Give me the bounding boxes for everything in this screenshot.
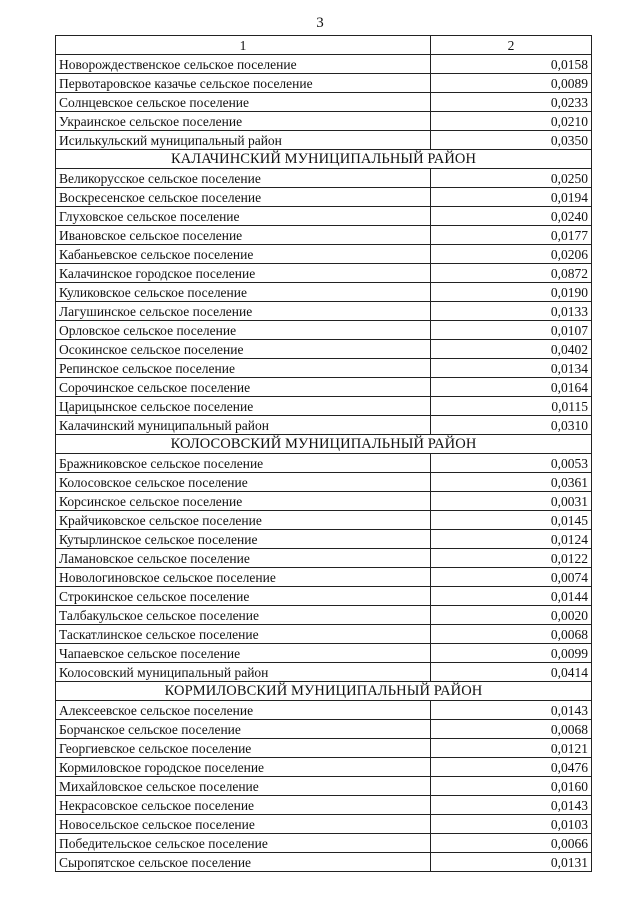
settlement-name-cell: Ивановское сельское поселение [56, 226, 431, 245]
page-number: 3 [316, 15, 324, 31]
table-row [56, 378, 592, 397]
settlement-name-cell: Крайчиковское сельское поселение [56, 511, 431, 530]
settlement-name-cell: Строкинское сельское поселение [56, 587, 431, 606]
table-row [56, 226, 592, 245]
settlement-name-cell: Колосовское сельское поселение [56, 473, 431, 492]
coefficient-value-cell: 0,0160 [431, 777, 592, 796]
table-row [56, 701, 592, 720]
table-row [56, 777, 592, 796]
settlement-name-cell: Калачинский муниципальный район [56, 416, 431, 435]
table-row [56, 283, 592, 302]
table-row [56, 853, 592, 872]
settlement-name-cell: Корсинское сельское поселение [56, 492, 431, 511]
settlement-name-cell: Репинское сельское поселение [56, 359, 431, 378]
settlement-name-cell: Новорождественское сельское поселение [56, 55, 431, 74]
coefficient-value-cell: 0,0414 [431, 663, 592, 682]
table-row [56, 834, 592, 853]
settlement-name-cell: Калачинское городское поселение [56, 264, 431, 283]
settlement-name-cell: Исилькульский муниципальный район [56, 131, 431, 150]
table-row [56, 815, 592, 834]
settlement-name-cell: Великорусское сельское поселение [56, 169, 431, 188]
coefficient-value-cell: 0,0107 [431, 321, 592, 340]
settlement-name-cell: Михайловское сельское поселение [56, 777, 431, 796]
coefficient-value-cell: 0,0068 [431, 720, 592, 739]
table-row [56, 549, 592, 568]
table-row [56, 93, 592, 112]
table-row [56, 758, 592, 777]
coefficient-value-cell: 0,0144 [431, 587, 592, 606]
table-row [56, 416, 592, 435]
settlement-name-cell: Таскатлинское сельское поселение [56, 625, 431, 644]
coefficient-value-cell: 0,0066 [431, 834, 592, 853]
coefficient-value-cell: 0,0121 [431, 739, 592, 758]
settlement-name-cell: Талбакульское сельское поселение [56, 606, 431, 625]
table-row [56, 359, 592, 378]
coefficient-value-cell: 0,0190 [431, 283, 592, 302]
column-header-1: 1 [56, 36, 431, 55]
document-table [55, 35, 592, 872]
settlement-name-cell: Некрасовское сельское поселение [56, 796, 431, 815]
column-header-2: 2 [431, 36, 592, 55]
table-row [56, 321, 592, 340]
settlement-name-cell: Новологиновское сельское поселение [56, 568, 431, 587]
coefficient-value-cell: 0,0134 [431, 359, 592, 378]
coefficient-value-cell: 0,0068 [431, 625, 592, 644]
table-row [56, 739, 592, 758]
table-row [56, 663, 592, 682]
table-row [56, 511, 592, 530]
settlement-name-cell: Победительское сельское поселение [56, 834, 431, 853]
coefficient-value-cell: 0,0350 [431, 131, 592, 150]
section-header-row [56, 435, 592, 454]
table-row [56, 245, 592, 264]
settlement-name-cell: Новосельское сельское поселение [56, 815, 431, 834]
table-row [56, 587, 592, 606]
settlement-name-cell: Украинское сельское поселение [56, 112, 431, 131]
settlement-name-cell: Ламановское сельское поселение [56, 549, 431, 568]
section-header-row [56, 150, 592, 169]
table-row [56, 625, 592, 644]
settlement-name-cell: Кормиловское городское поселение [56, 758, 431, 777]
table-row [56, 188, 592, 207]
coefficient-value-cell: 0,0115 [431, 397, 592, 416]
coefficient-value-cell: 0,0122 [431, 549, 592, 568]
table-row [56, 606, 592, 625]
table-row [56, 169, 592, 188]
table-row [56, 473, 592, 492]
settlement-name-cell: Бражниковское сельское поселение [56, 454, 431, 473]
coefficient-value-cell: 0,0143 [431, 796, 592, 815]
coefficient-value-cell: 0,0089 [431, 74, 592, 93]
coefficient-value-cell: 0,0099 [431, 644, 592, 663]
section-title: КАЛАЧИНСКИЙ МУНИЦИПАЛЬНЫЙ РАЙОН [56, 150, 592, 169]
section-header-row [56, 682, 592, 701]
table-row [56, 55, 592, 74]
coefficient-value-cell: 0,0210 [431, 112, 592, 131]
settlement-name-cell: Солнцевское сельское поселение [56, 93, 431, 112]
coefficient-value-cell: 0,0250 [431, 169, 592, 188]
settlement-name-cell: Кабаньевское сельское поселение [56, 245, 431, 264]
coefficient-value-cell: 0,0020 [431, 606, 592, 625]
table-header-row [56, 36, 592, 55]
settlement-name-cell: Первотаровское казачье сельское поселение [56, 74, 431, 93]
coefficient-value-cell: 0,0031 [431, 492, 592, 511]
table-row [56, 492, 592, 511]
table-row [56, 302, 592, 321]
coefficient-value-cell: 0,0310 [431, 416, 592, 435]
settlement-name-cell: Георгиевское сельское поселение [56, 739, 431, 758]
coefficient-value-cell: 0,0074 [431, 568, 592, 587]
coefficient-value-cell: 0,0194 [431, 188, 592, 207]
table-row [56, 397, 592, 416]
settlement-name-cell: Орловское сельское поселение [56, 321, 431, 340]
table-row [56, 644, 592, 663]
coefficient-value-cell: 0,0145 [431, 511, 592, 530]
table-row [56, 720, 592, 739]
settlement-name-cell: Сыропятское сельское поселение [56, 853, 431, 872]
settlement-name-cell: Кутырлинское сельское поселение [56, 530, 431, 549]
table-row [56, 74, 592, 93]
settlement-name-cell: Лагушинское сельское поселение [56, 302, 431, 321]
settlement-name-cell: Царицынское сельское поселение [56, 397, 431, 416]
coefficient-value-cell: 0,0124 [431, 530, 592, 549]
section-title: КОЛОСОВСКИЙ МУНИЦИПАЛЬНЫЙ РАЙОН [56, 435, 592, 454]
coefficient-value-cell: 0,0158 [431, 55, 592, 74]
table-row [56, 796, 592, 815]
coefficient-value-cell: 0,0133 [431, 302, 592, 321]
settlement-name-cell: Борчанское сельское поселение [56, 720, 431, 739]
settlement-name-cell: Сорочинское сельское поселение [56, 378, 431, 397]
coefficient-value-cell: 0,0164 [431, 378, 592, 397]
settlement-name-cell: Осокинское сельское поселение [56, 340, 431, 359]
coefficient-value-cell: 0,0872 [431, 264, 592, 283]
coefficient-value-cell: 0,0143 [431, 701, 592, 720]
settlement-name-cell: Куликовское сельское поселение [56, 283, 431, 302]
settlement-name-cell: Алексеевское сельское поселение [56, 701, 431, 720]
table-row [56, 530, 592, 549]
coefficient-value-cell: 0,0476 [431, 758, 592, 777]
settlement-name-cell: Чапаевское сельское поселение [56, 644, 431, 663]
coefficient-value-cell: 0,0131 [431, 853, 592, 872]
coefficient-value-cell: 0,0177 [431, 226, 592, 245]
coefficient-value-cell: 0,0402 [431, 340, 592, 359]
table-body [56, 36, 592, 872]
coefficient-value-cell: 0,0053 [431, 454, 592, 473]
table-row [56, 264, 592, 283]
table-row [56, 131, 592, 150]
table-row [56, 454, 592, 473]
settlement-name-cell: Глуховское сельское поселение [56, 207, 431, 226]
coefficient-value-cell: 0,0103 [431, 815, 592, 834]
coefficient-value-cell: 0,0240 [431, 207, 592, 226]
table-row [56, 340, 592, 359]
table-row [56, 207, 592, 226]
section-title: КОРМИЛОВСКИЙ МУНИЦИПАЛЬНЫЙ РАЙОН [56, 682, 592, 701]
table-row [56, 568, 592, 587]
coefficient-value-cell: 0,0233 [431, 93, 592, 112]
settlement-name-cell: Воскресенское сельское поселение [56, 188, 431, 207]
settlement-name-cell: Колосовский муниципальный район [56, 663, 431, 682]
coefficient-value-cell: 0,0361 [431, 473, 592, 492]
coefficient-value-cell: 0,0206 [431, 245, 592, 264]
table-row [56, 112, 592, 131]
